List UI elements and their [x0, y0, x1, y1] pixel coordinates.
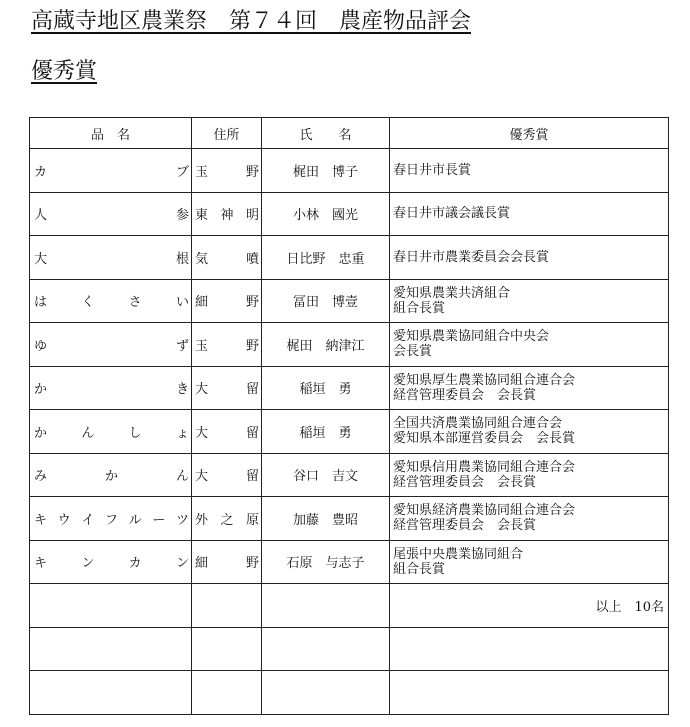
name-cell: 石原 与志子 [262, 540, 390, 584]
name-cell: 加藤 豊昭 [262, 497, 390, 541]
name-cell: 稲垣 勇 [262, 410, 390, 454]
address-cell: 大 留 [192, 366, 262, 410]
header-address: 住所 [192, 118, 262, 149]
header-name: 氏 名 [262, 118, 390, 149]
name-cell: 小林 國光 [262, 192, 390, 236]
address-cell: 気 噴 [192, 236, 262, 280]
empty-cell [262, 671, 390, 715]
address-cell: 大 留 [192, 410, 262, 454]
address-cell: 外 之 原 [192, 497, 262, 541]
table-row [30, 497, 669, 541]
item-cell: は く さ い [30, 279, 192, 323]
name-cell: 梶田 納津江 [262, 323, 390, 367]
empty-row [30, 627, 669, 671]
award-cell: 全国共済農業協同組合連合会 愛知県本部運営委員会 会長賞 [390, 410, 669, 454]
item-cell: か き [30, 366, 192, 410]
item-cell: み か ん [30, 453, 192, 497]
address-cell: 東 神 明 [192, 192, 262, 236]
table-row [30, 192, 669, 236]
name-cell: 谷口 吉文 [262, 453, 390, 497]
empty-cell [30, 671, 192, 715]
empty-cell [262, 627, 390, 671]
empty-cell [192, 671, 262, 715]
table-row [30, 323, 669, 367]
address-cell: 大 留 [192, 453, 262, 497]
item-cell: ゆ ず [30, 323, 192, 367]
empty-row [30, 671, 669, 715]
total-note: 以上 10名 [390, 584, 669, 628]
address-cell: 玉 野 [192, 149, 262, 193]
award-cell: 尾張中央農業協同組合 組合長賞 [390, 540, 669, 584]
empty-row [30, 584, 669, 628]
empty-cell [262, 584, 390, 628]
name-cell: 梶田 博子 [262, 149, 390, 193]
item-cell: 大 根 [30, 236, 192, 280]
item-cell: か ん し ょ [30, 410, 192, 454]
table-row [30, 453, 669, 497]
table-header-row [30, 118, 669, 149]
award-cell: 春日井市農業委員会会長賞 [390, 236, 669, 280]
award-cell: 愛知県農業協同組合中央会 会長賞 [390, 323, 669, 367]
award-cell: 春日井市長賞 [390, 149, 669, 193]
document-title: 高蔵寺地区農業祭 第７４回 農産物品評会 [31, 9, 472, 34]
name-cell: 稲垣 勇 [262, 366, 390, 410]
table-row [30, 410, 669, 454]
name-cell: 冨田 博壹 [262, 279, 390, 323]
award-cell: 愛知県厚生農業協同組合連合会 経営管理委員会 会長賞 [390, 366, 669, 410]
table-row [30, 236, 669, 280]
item-cell: カ ブ [30, 149, 192, 193]
header-award: 優秀賞 [390, 118, 669, 149]
empty-cell [30, 627, 192, 671]
results-table [29, 117, 669, 715]
address-cell: 細 野 [192, 279, 262, 323]
empty-cell [192, 627, 262, 671]
award-cell: 愛知県経済農業協同組合連合会 経営管理委員会 会長賞 [390, 497, 669, 541]
item-cell: 人 参 [30, 192, 192, 236]
name-cell: 日比野 忠重 [262, 236, 390, 280]
item-cell: キ ン カ ン [30, 540, 192, 584]
header-item: 品 名 [30, 118, 192, 149]
address-cell: 玉 野 [192, 323, 262, 367]
award-heading: 優秀賞 [31, 59, 98, 84]
item-cell: キ ウ イ フ ル ー ツ [30, 497, 192, 541]
empty-cell [390, 627, 669, 671]
award-cell: 春日井市議会議長賞 [390, 192, 669, 236]
table-row [30, 540, 669, 584]
table-row [30, 279, 669, 323]
empty-cell [390, 671, 669, 715]
award-cell: 愛知県農業共済組合 組合長賞 [390, 279, 669, 323]
empty-cell [192, 584, 262, 628]
table-row [30, 149, 669, 193]
award-cell: 愛知県信用農業協同組合連合会 経営管理委員会 会長賞 [390, 453, 669, 497]
empty-cell [30, 584, 192, 628]
address-cell: 細 野 [192, 540, 262, 584]
table-row [30, 366, 669, 410]
